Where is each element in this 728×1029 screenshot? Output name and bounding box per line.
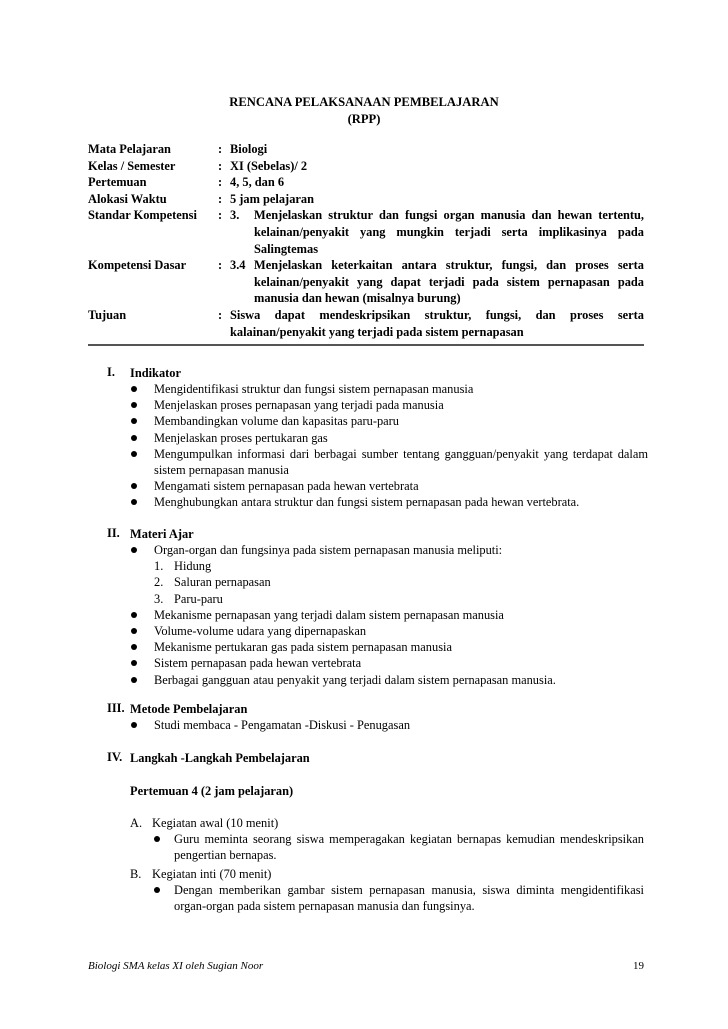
list-item: Mekanisme pertukaran gas pada sistem pernapasan manusia [128,639,648,655]
meta-row-standard-competence [88,207,644,257]
bullet-icon [131,386,137,392]
bullet-icon [131,451,137,457]
bullet-icon [154,887,160,893]
divider [88,344,644,346]
bullet-icon [131,612,137,618]
bullet-icon [131,722,137,728]
bullet-icon [131,418,137,424]
bullet-icon [131,677,137,683]
bullet-icon [131,660,137,666]
bullet-icon [131,402,137,408]
section-number: I. [107,365,115,379]
meta-colon: : [218,258,223,273]
list-item: Membandingkan volume dan kapasitas paru-paru [128,413,648,429]
step-b-list [152,882,644,914]
list-item: Mengamati sistem pernapasan pada hewan vertebrata [128,478,648,494]
meta-row-subject [88,141,644,158]
step-a-title: Kegiatan awal (10 menit) [152,816,279,830]
meta-value: Biologi [230,142,268,156]
list-item: Dengan memberikan gambar sistem pernapasan manusia, siswa diminta mengidentifikasi organ-organ pada sistem pernapasan manusia dan fungsinya. [152,882,644,914]
bullet-icon [131,483,137,489]
meta-colon: : [218,175,223,190]
meta-row-time [88,191,644,208]
section-number: IV. [107,750,123,764]
list-item: Menjelaskan proses pertukaran gas [128,430,648,446]
title-line-1: RENCANA PELAKSANAAN PEMBELAJARAN [229,95,499,109]
organ-sublist [128,558,648,607]
section-title-langkah: Langkah -Langkah Pembelajaran [130,751,310,765]
list-item: Berbagai gangguan atau penyakit yang terjadi dalam sistem pernapasan manusia. [128,672,648,688]
meta-row-meeting [88,174,644,191]
list-item: Guru meminta seorang siswa memperagakan kegiatan bernapas kemudian mendeskripsikan pengertian bernapas. [152,831,644,863]
bullet-icon [154,836,160,842]
step-a-label: A. [130,816,143,830]
step-a-list [152,831,644,863]
sublist-item: 3. Paru-paru [154,591,223,606]
materi-list [128,542,648,688]
sublist-item: 2. Saluran pernapasan [154,575,271,590]
metode-list [128,717,648,733]
meta-row-class [88,158,644,175]
lesson-metadata [88,141,644,340]
meta-value: 4, 5, dan 6 [230,175,285,190]
bullet-icon [131,435,137,441]
meta-value: XI (Sebelas)/ 2 [230,158,308,173]
meta-key: Standar Kompetensi [88,208,197,223]
list-item: Organ-organ dan fungsinya pada sistem pernapasan manusia meliputi: [128,542,648,558]
document-title [0,94,728,128]
meta-row-basic-competence [88,257,644,307]
section-title-materi: Materi Ajar [130,527,194,541]
bullet-icon [131,644,137,650]
meta-colon: : [218,307,223,322]
meta-value: Siswa dapat mendeskripsikan struktur, fungsi, dan proses serta kalainan/penyakit yang terjadi pada sistem pernapasan [230,307,644,339]
bullet-icon [131,499,137,505]
bullet-icon [131,547,137,553]
list-item: Menghubungkan antara struktur dan fungsi sistem pernapasan pada hewan vertebrata. [128,494,648,510]
indikator-list [128,381,648,511]
sublist-item: 1. Hidung [154,559,212,574]
meta-number: 3.4 [230,258,246,273]
meta-row-objective [88,307,644,340]
meta-colon: : [218,208,223,223]
step-b-title: Kegiatan inti (70 menit) [152,867,272,881]
list-item: Studi membaca - Pengamatan -Diskusi - Penugasan [128,717,648,733]
list-item: Mengidentifikasi struktur dan fungsi sistem pernapasan manusia [128,381,648,397]
meeting-title: Pertemuan 4 (2 jam pelajaran) [130,784,294,798]
footer-text: Biologi SMA kelas XI oleh Sugian Noor [88,960,264,972]
meta-value: 5 jam pelajaran [230,191,314,206]
meta-colon: : [218,158,223,173]
meta-key: Alokasi Waktu [88,191,167,206]
list-item: Mengumpulkan informasi dari berbagai sumber tentang gangguan/penyakit yang terdapat dalam sistem pernapasan manusia [128,446,648,478]
section-title-indikator: Indikator [130,366,181,380]
section-number: III. [107,701,125,715]
page-number: 19 [633,960,644,972]
meta-colon: : [218,142,223,156]
meta-key: Pertemuan [88,175,147,190]
meta-colon: : [218,191,223,206]
meta-key: Tujuan [88,307,127,322]
meta-value: Menjelaskan struktur dan fungsi organ manusia dan hewan tertentu, kelainan/penyakit yang mungkin terjadi serta implikasinya pada Salingtemas [254,208,644,256]
bullet-icon [131,628,137,634]
meta-key: Kompetensi Dasar [88,258,187,273]
list-item: Mekanisme pernapasan yang terjadi dalam sistem pernapasan manusia [128,607,648,623]
meta-value: Menjelaskan keterkaitan antara struktur, fungsi, dan proses serta kelainan/penyakit yang dapat terjadi pada sistem pernapasan pada manusia dan hewan (misalnya burung) [254,258,644,306]
section-title-metode: Metode Pembelajaran [130,702,248,716]
section-number: II. [107,526,120,540]
list-item: Menjelaskan proses pernapasan yang terjadi pada manusia [128,397,648,413]
meta-key: Kelas / Semester [88,158,176,173]
list-item: Volume-volume udara yang dipernapaskan [128,623,648,639]
meta-key: Mata Pelajaran [88,142,171,156]
page-footer [88,960,644,972]
meta-number: 3. [230,208,240,223]
step-b-label: B. [130,867,142,881]
title-line-2: (RPP) [347,112,381,126]
list-item: Sistem pernapasan pada hewan vertebrata [128,655,648,671]
